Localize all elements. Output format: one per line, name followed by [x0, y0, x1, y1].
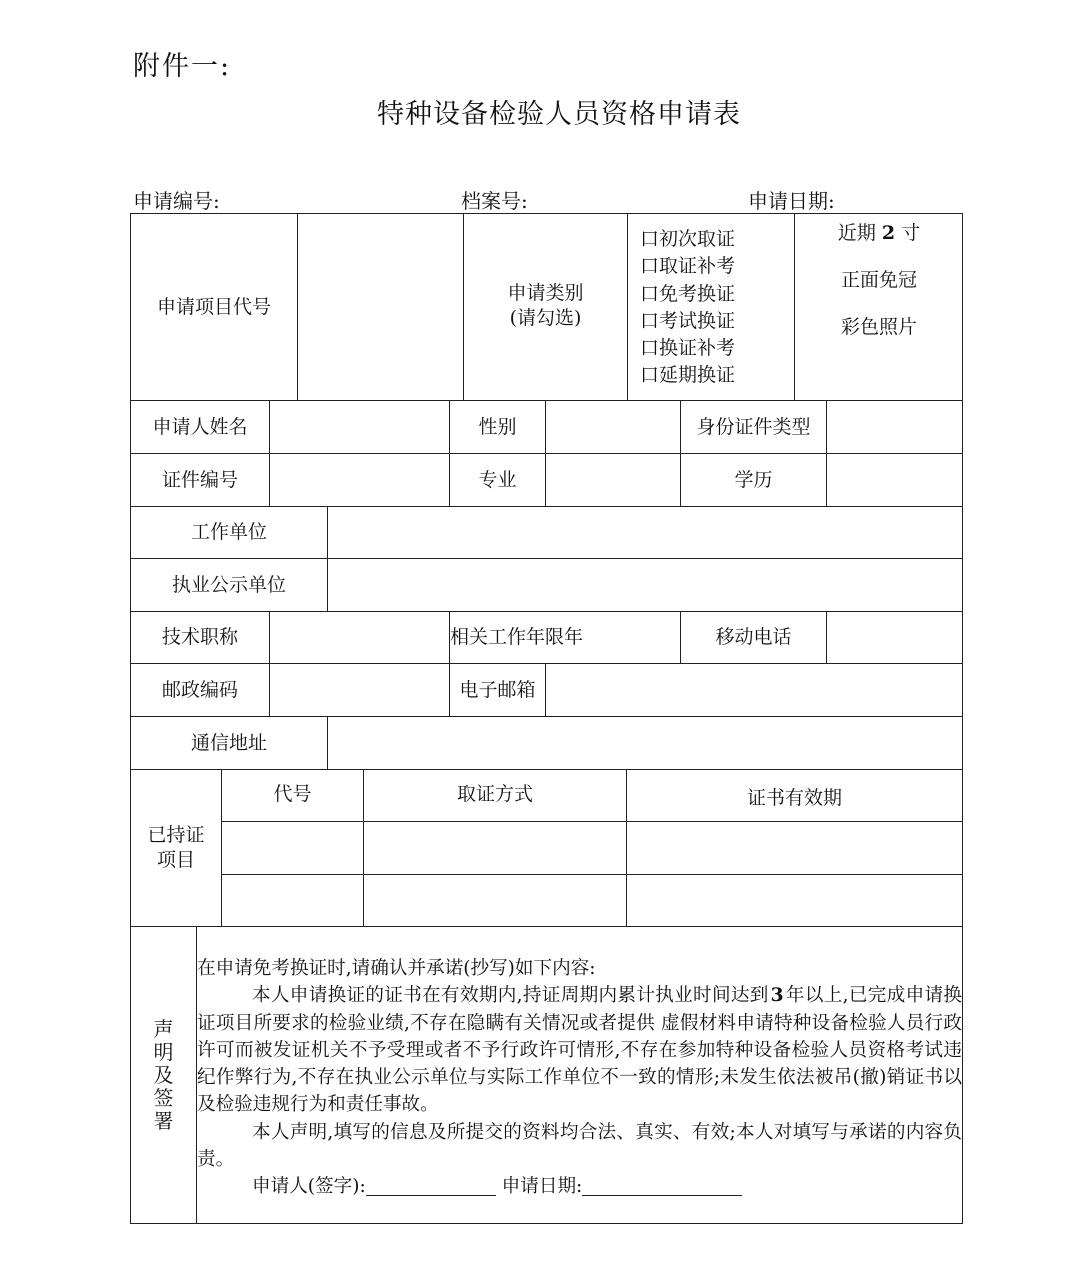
checkbox-icon[interactable]: 口: [640, 282, 660, 305]
attachment-label: 附件一:: [133, 51, 232, 82]
option-retake[interactable]: 口取证补考: [640, 255, 736, 278]
email-field[interactable]: [546, 664, 962, 716]
row-divider: [130, 926, 962, 927]
option-renewal-retake[interactable]: 口换证补考: [640, 337, 736, 360]
photo-instruction-line2: 正面免冠: [840, 269, 917, 291]
declaration-paragraph-2: 本人声明,填写的信息及所提交的资料均合法、真实、有效;本人对填写与承诺的内容负责。: [197, 1121, 962, 1171]
checkbox-icon[interactable]: 口: [640, 309, 660, 332]
form-title: 特种设备检验人员资格申请表: [377, 99, 741, 130]
address-label: 通信地址: [190, 731, 267, 754]
gender-field[interactable]: [546, 401, 680, 453]
address-field[interactable]: [328, 717, 962, 769]
column-header-code: 代号: [273, 783, 312, 805]
table-border-bottom: [130, 1223, 962, 1224]
sign-date-label: 申请日期:: [501, 1176, 583, 1198]
technical-title-field[interactable]: [270, 612, 449, 663]
email-label: 电子邮箱: [459, 678, 536, 701]
held-label-line2: 项目: [156, 849, 195, 871]
mobile-field[interactable]: [827, 612, 962, 663]
held-code-cell[interactable]: [222, 875, 363, 926]
major-field[interactable]: [546, 454, 680, 506]
technical-title-label: 技术职称: [161, 626, 238, 649]
held-validity-cell[interactable]: [627, 822, 962, 874]
column-header-method: 取证方式: [456, 783, 533, 805]
held-method-cell[interactable]: [364, 875, 626, 926]
photo-instruction-line1: 近期 2 寸: [837, 222, 921, 244]
id-type-label: 身份证件类型: [696, 415, 811, 438]
declaration-paragraph-1: 本人申请换证的证书在有效期内,持证周期内累计执业时间达到 3 年以上,已完成申请换证项目所要求的检验业绩,不存在隐瞒有关情况或者提供 虚假材料申请特种设备检验人员行政许可而被发证机关不予受理或者不予行政许可情形,不存在参加特种设备检验人员资格考试违纪作弊行为,不存在执业公示单位与实际工作单位不一致的情形;未发生依法被吊(撤)销证书以及检验违规行为和责任事故。: [197, 985, 962, 1116]
applicant-name-label: 申请人姓名: [152, 415, 248, 438]
postcode-field[interactable]: [270, 664, 449, 716]
held-label-line1: 已持证: [147, 824, 205, 847]
application-date-label: 申请日期:: [748, 189, 835, 213]
col-divider: [627, 213, 628, 400]
applicant-name-field[interactable]: [270, 401, 449, 453]
mobile-label: 移动电话: [715, 626, 792, 649]
public-unit-field[interactable]: [328, 559, 962, 611]
education-label: 学历: [734, 468, 773, 491]
category-label-line2: (请勾选): [509, 307, 582, 329]
checkbox-icon[interactable]: 口: [640, 364, 660, 387]
id-number-field[interactable]: [270, 454, 449, 506]
held-validity-cell[interactable]: [627, 875, 962, 926]
signer-label: 申请人(签字):: [252, 1176, 366, 1198]
option-exam-renewal[interactable]: 口考试换证: [640, 309, 736, 332]
declaration-side-label: 声 明 及 签 署: [153, 1017, 174, 1133]
major-label: 专业: [478, 468, 517, 491]
employer-field[interactable]: [328, 507, 962, 558]
held-code-cell[interactable]: [222, 822, 363, 874]
checkbox-icon[interactable]: 口: [640, 337, 660, 360]
checkbox-icon[interactable]: 口: [640, 255, 660, 278]
application-number-label: 申请编号:: [133, 189, 220, 213]
category-label: [464, 278, 627, 334]
signature-line: [197, 1173, 962, 1200]
held-method-cell[interactable]: [364, 822, 626, 874]
category-label-line1: 申请类别: [507, 282, 584, 305]
education-field[interactable]: [827, 454, 962, 506]
project-code-field[interactable]: [298, 214, 463, 400]
postcode-label: 邮政编码: [161, 678, 238, 701]
table-border-right: [962, 213, 963, 1224]
checkbox-icon[interactable]: 口: [640, 228, 660, 250]
held-certificates-label: [131, 770, 221, 926]
category-options: [640, 226, 735, 390]
id-type-field[interactable]: [827, 401, 962, 453]
option-exempt-renewal[interactable]: 口免考换证: [640, 282, 736, 305]
sign-date-field[interactable]: [582, 1177, 742, 1196]
column-header-validity: 证书有效期: [746, 787, 842, 809]
declaration-text: [197, 955, 962, 1201]
option-initial[interactable]: 口初次取证: [640, 228, 736, 250]
photo-placeholder[interactable]: [796, 218, 962, 359]
work-years-label: 相关工作年限年: [450, 626, 584, 649]
project-code-label: 申请项目代号: [156, 295, 271, 318]
declaration-intro: 在申请免考换证时,请确认并承诺(抄写)如下内容:: [197, 958, 596, 979]
public-unit-label: 执业公示单位: [171, 573, 286, 596]
gender-label: 性别: [478, 415, 517, 438]
employer-label: 工作单位: [190, 521, 267, 544]
photo-instruction-line3: 彩色照片: [840, 316, 917, 338]
id-number-label: 证件编号: [161, 468, 238, 491]
col-divider: [794, 213, 795, 400]
file-number-label: 档案号:: [461, 189, 528, 213]
signature-field[interactable]: [366, 1177, 496, 1196]
option-extension-renewal[interactable]: 口延期换证: [640, 364, 736, 387]
